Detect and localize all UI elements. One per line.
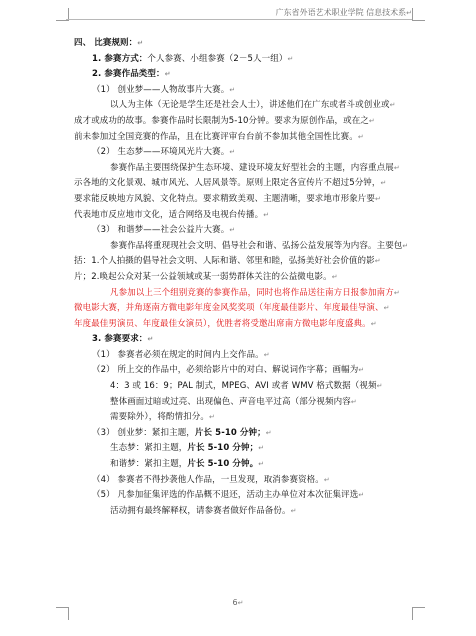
- paragraph-mark-icon: ↵: [263, 210, 270, 219]
- body-line: [74, 348, 408, 364]
- line-text: 参赛作品主要围绕保护生态环境、建设环境友好型社会的主题，内容重点展: [110, 162, 394, 173]
- body-line: [74, 208, 408, 224]
- line-text: 前未参加过全国竞赛的作品，且在比赛评审台台前不参加其他全国性比赛。: [74, 131, 358, 142]
- line-emphasis: 片长 5-10 分钟；: [187, 443, 259, 454]
- page-corner-mark: [412, 8, 425, 21]
- line-text: 凡参加以上三个组别竞赛的参赛作品，同时也将作品送往南方日报参加南方: [110, 287, 394, 298]
- body-line: [74, 441, 408, 457]
- paragraph-mark-icon: ↵: [137, 39, 144, 47]
- body-line: [74, 473, 408, 489]
- line-text: （3） 和谐梦——社会公益片大赛。: [92, 225, 230, 236]
- line-label: 1. 参赛方式：: [92, 53, 148, 64]
- paragraph-mark-icon: ↵: [287, 54, 294, 63]
- paragraph-mark-icon: ↵: [393, 163, 400, 172]
- line-text: 需要除外），将酌情扣分。: [110, 412, 209, 423]
- body-line: [74, 317, 408, 333]
- paragraph-mark-icon: ↵: [368, 116, 375, 125]
- body-line: [74, 379, 408, 395]
- paragraph-mark-icon: ↵: [258, 460, 265, 469]
- body-line: [74, 52, 408, 68]
- body-line: [74, 239, 408, 255]
- paragraph-mark-icon: ↵: [402, 241, 408, 250]
- line-text: 3. 参赛要求：: [92, 334, 148, 345]
- body-line: [74, 410, 408, 426]
- line-text: 括：1.个人拍摄的倡导社会文明、人际和谐、邻里和睦，弘扬美好社会价值的影: [74, 256, 375, 267]
- document-body: [74, 36, 408, 519]
- page-number: 6: [232, 598, 238, 607]
- paragraph-mark-icon: ↵: [323, 475, 330, 484]
- line-text: 参赛作品将重现现社会文明、倡导社会和谐、弘扬公益发展等为内容。主要包: [110, 240, 403, 251]
- paragraph-mark-icon: ↵: [265, 428, 272, 437]
- body-line: [74, 504, 408, 520]
- body-line: [74, 98, 408, 114]
- body-line: [74, 83, 408, 99]
- line-emphasis: 片长 5-10 分钟。: [187, 459, 259, 470]
- line-text: 活动拥有最终解释权，请参赛者做好作品备份。: [110, 505, 291, 516]
- body-line: [74, 130, 408, 146]
- body-line: [74, 192, 408, 208]
- paragraph-mark-icon: ↵: [164, 70, 171, 79]
- line-text: 生态梦：紧扣主题，: [110, 443, 188, 454]
- line-text: 四、 比赛规则：: [74, 38, 138, 48]
- line-text: 微电影大赛，并角逐南方微电影年度金风奖奖项（年度最佳影片、年度最佳导演、: [74, 303, 384, 314]
- body-line: [74, 145, 408, 161]
- line-text: （5） 凡参加征集评选的作品概不退还，活动主办单位对本次征集评选: [92, 490, 359, 501]
- paragraph-mark-icon: ↵: [208, 413, 215, 422]
- body-line: [74, 176, 408, 192]
- paragraph-mark-icon: ↵: [406, 9, 412, 17]
- line-text: 代表地市反应地市文化，适合网络及电视台传播。: [74, 209, 264, 220]
- body-line: [74, 161, 408, 177]
- paragraph-mark-icon: ↵: [229, 85, 236, 94]
- paragraph-mark-icon: ↵: [290, 506, 297, 515]
- line-text: （2） 所上交的作品中，必须给影片中的对白、解说词作字幕；画幅为: [92, 365, 359, 376]
- line-text: 示各地的文化景观、城市风光、人居风景等。原则上限定各宣传片不超过5分钟，: [74, 178, 381, 189]
- line-text: 整体画面过暗或过亮、出现偏色、声音电平过高（部分视频内容: [110, 396, 351, 407]
- paragraph-mark-icon: ↵: [258, 444, 265, 453]
- body-line: [74, 363, 408, 379]
- paragraph-mark-icon: ↵: [229, 148, 236, 157]
- paragraph-mark-icon: ↵: [331, 272, 338, 281]
- paragraph-mark-icon: ↵: [358, 491, 365, 500]
- body-line: [74, 36, 408, 52]
- line-text: （3） 创业梦：紧扣主题，: [92, 427, 195, 438]
- body-line: [74, 426, 408, 442]
- line-text: 4：3 或 16：9；PAL 制式，MPEG、AVI 或者 WMV 格式数据（视频: [110, 381, 377, 392]
- paragraph-mark-icon: ↵: [237, 599, 244, 607]
- paragraph-mark-icon: ↵: [383, 304, 390, 313]
- line-text: 要求能反映地方风貌、文化特点。要求精致美观、主题清晰，要求地市形象片要: [74, 193, 376, 204]
- body-line: [74, 114, 408, 130]
- page-header-text: 广东省外语艺术职业学院 信息技术系: [275, 8, 407, 17]
- body-line: [74, 457, 408, 473]
- body-line: [74, 67, 408, 83]
- line-text: 成才或成功的故事。参赛作品时长限制为5-10分钟。要求为原创作品，或在之: [74, 115, 369, 126]
- paragraph-mark-icon: ↵: [263, 350, 270, 359]
- page-corner-mark: [412, 607, 425, 620]
- body-line: [74, 301, 408, 317]
- body-line: [74, 488, 408, 504]
- body-line: [74, 395, 408, 411]
- page-corner-mark: [56, 607, 69, 620]
- paragraph-mark-icon: ↵: [357, 132, 364, 141]
- body-line: [74, 332, 408, 348]
- body-line: [74, 286, 408, 302]
- line-text: （4） 参赛者不得抄袭他人作品，一旦发现，取消参赛资格。: [92, 474, 324, 485]
- line-text: 2. 参赛作品类型：: [92, 69, 165, 80]
- line-text: （1） 参赛者必须在规定的时间内上交作品。: [92, 349, 264, 360]
- body-line: [74, 223, 408, 239]
- line-text: 个人参赛、小组参赛（2－5人一组）: [147, 53, 288, 64]
- line-text: 以人为主体（无论是学生还是社会人士），讲述他们在广东或者斗或创业或: [110, 100, 390, 111]
- line-text: （2） 生态梦——环境风光片大赛。: [92, 147, 230, 158]
- paragraph-mark-icon: ↵: [389, 101, 396, 110]
- line-emphasis: 片长 5-10 分钟；: [194, 427, 266, 438]
- paragraph-mark-icon: ↵: [147, 335, 154, 344]
- line-text: 年度最佳男演员、年度最佳女演员），优胜者将受邀出席南方微电影年度盛典。: [74, 318, 371, 329]
- line-text: 和谐梦：紧扣主题，: [110, 459, 188, 470]
- paragraph-mark-icon: ↵: [376, 382, 383, 391]
- paragraph-mark-icon: ↵: [358, 366, 365, 375]
- paragraph-mark-icon: ↵: [370, 319, 377, 328]
- paragraph-mark-icon: ↵: [350, 397, 357, 406]
- body-line: [74, 254, 408, 270]
- paragraph-mark-icon: ↵: [393, 288, 400, 297]
- page-header: [66, 7, 412, 20]
- paragraph-mark-icon: ↵: [375, 194, 381, 203]
- paragraph-mark-icon: ↵: [229, 226, 236, 235]
- page-footer: [0, 598, 476, 607]
- line-text: （1） 创业梦——人物故事片大赛。: [92, 84, 230, 95]
- paragraph-mark-icon: ↵: [374, 257, 381, 266]
- body-line: [74, 270, 408, 286]
- paragraph-mark-icon: ↵: [380, 179, 387, 188]
- line-text: 片；2.唤起公众对某一公益领域或某一弱势群体关注的公益微电影。: [74, 271, 332, 282]
